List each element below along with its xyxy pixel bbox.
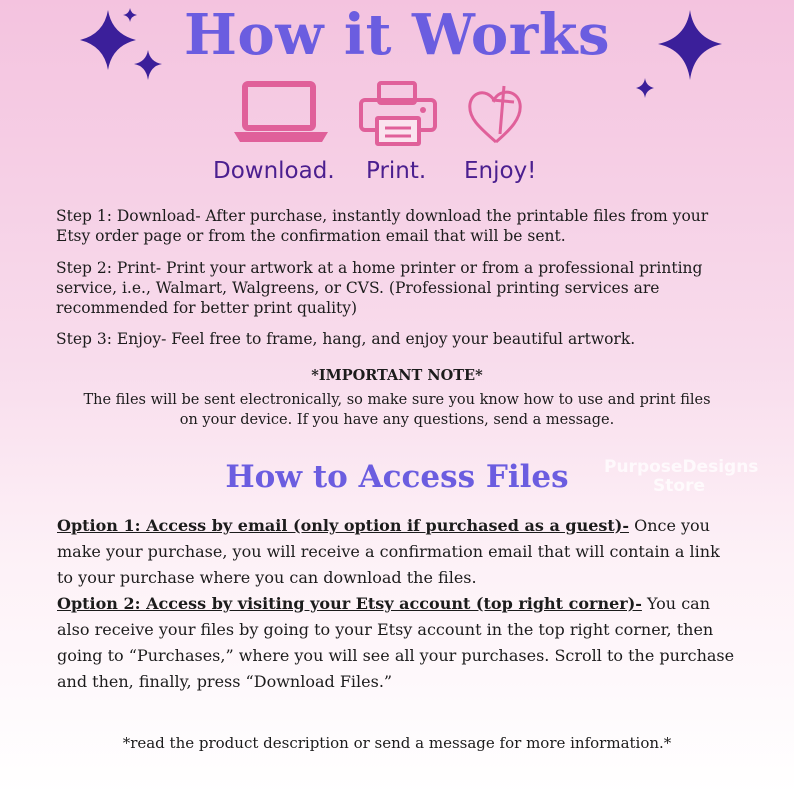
option-1 [57,513,737,591]
option-1-text: Once you make your purchase, you will receive a confirmation email that will contain a link to your purchase where you can download the files. [57,516,720,587]
step-2: Step 2: Print- Print your artwork at a home printer or from a professional printing service, i.e., Walmart, Walgreens, or CVS. (Professional printing services are recommended for better print quality) [56,259,703,317]
access-files-title: How to Access Files [225,459,569,495]
footer-note: *read the product description or send a message for more information.* [122,734,672,752]
important-note-heading: *IMPORTANT NOTE* [311,367,483,384]
watermark-line-1: PurposeDesigns [604,457,759,477]
download-label: Download. [213,158,335,184]
printer-icon [357,80,439,148]
access-options [57,513,737,695]
important-note-body: The files will be sent electronically, so make sure you know how to use and print files on your device. If you have any questions, send a message. [83,392,711,428]
option-2 [57,591,737,695]
heart-cross-icon [466,82,526,148]
step-3: Step 3: Enjoy- Feel free to frame, hang, and enjoy your beautiful artwork. [56,330,636,348]
watermark-line-2: Store [653,476,705,496]
store-watermark [604,457,759,496]
enjoy-label: Enjoy! [464,158,537,184]
option-2-heading: Option 2: Access by visiting your Etsy account (top right corner)- [57,594,642,613]
option-1-heading: Option 1: Access by email (only option if purchased as a guest)- [57,516,629,535]
sparkle-icon [636,78,654,98]
step-1: Step 1: Download- After purchase, instantly download the printable files from your Etsy order page or from the confirmation email that will be sent. [56,207,709,245]
print-label: Print. [366,158,427,184]
page-title: How it Works [183,2,611,68]
option-2-text: You can also receive your files by going to your Etsy account in the top right corner, then going to “Purchases,” where you will see all your purchases. Scroll to the purchase and then, finally, press “Download Files.” [57,594,735,691]
laptop-icon [232,80,332,144]
